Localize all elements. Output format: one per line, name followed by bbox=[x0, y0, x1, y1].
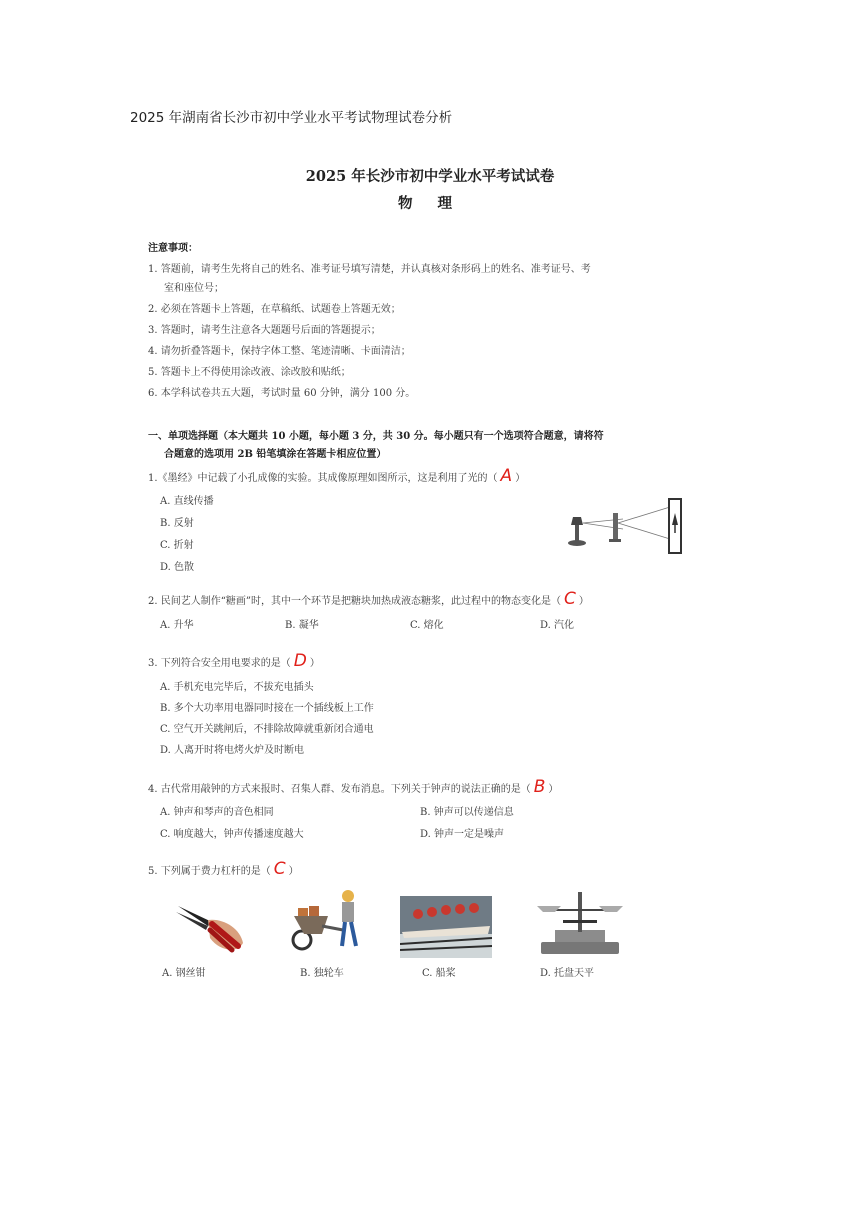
question-stem-text: 5. 下列属于费力杠杆的是（ bbox=[148, 866, 271, 877]
question-stem-text: 3. 下列符合安全用电要求的是（ bbox=[148, 658, 291, 669]
section-heading-line2: 合题意的选项用 2B 铅笔填涂在答题卡相应位置） bbox=[164, 449, 387, 460]
handwritten-answer: B bbox=[533, 777, 546, 797]
option: B. 凝华 bbox=[285, 620, 319, 631]
note-item: 4. 请勿折叠答题卡，保持字体工整、笔迹清晰、卡面清洁； bbox=[148, 346, 411, 357]
question-close: ） bbox=[578, 596, 589, 607]
option: C. 空气开关跳闸后，不排除故障就重新闭合通电 bbox=[160, 724, 374, 735]
option: B. 多个大功率用电器同时接在一个插线板上工作 bbox=[160, 703, 374, 714]
note-item: 室和座位号； bbox=[164, 283, 224, 294]
question-5-stem bbox=[148, 859, 299, 879]
option: C. 响度越大，钟声传播速度越大 bbox=[160, 829, 304, 840]
question-4-stem bbox=[148, 777, 559, 797]
scanned-exam-page bbox=[140, 150, 720, 990]
option: B. 钟声可以传递信息 bbox=[420, 807, 514, 818]
pinhole-camera-figure bbox=[565, 495, 690, 557]
handwritten-answer: A bbox=[500, 466, 513, 486]
note-item: 3. 答题时，请考生注意各大题题号后面的答题提示； bbox=[148, 325, 381, 336]
exam-title: 2025 年长沙市初中学业水平考试试卷 bbox=[305, 168, 555, 185]
handwritten-answer: D bbox=[293, 651, 307, 671]
note-item: 2. 必须在答题卡上答题，在草稿纸、试题卷上答题无效； bbox=[148, 304, 401, 315]
section-heading-line1: 一、单项选择题（本大题共 10 小题，每小题 3 分，共 30 分。每小题只有一个选项符合题意，请将符 bbox=[148, 431, 604, 442]
option: A. 钢丝钳 bbox=[162, 968, 206, 979]
wire-pliers-image bbox=[168, 898, 248, 956]
note-item: 5. 答题卡上不得使用涂改液、涂改胶和贴纸； bbox=[148, 367, 351, 378]
wheelbarrow-image bbox=[288, 886, 368, 956]
question-close: ） bbox=[288, 866, 299, 877]
question-3-stem bbox=[148, 651, 320, 671]
question-close: ） bbox=[309, 658, 320, 669]
question-stem-text: 4. 古代常用敲钟的方式来报时、召集人群、发布消息。下列关于钟声的说法正确的是（ bbox=[148, 784, 531, 795]
handwritten-answer: C bbox=[273, 859, 286, 879]
document-heading: 2025 年湖南省长沙市初中学业水平考试物理试卷分析 bbox=[130, 110, 453, 126]
handwritten-answer: C bbox=[563, 589, 576, 609]
question-1-stem bbox=[148, 466, 526, 486]
rowing-boat-image bbox=[400, 896, 492, 958]
option: D. 托盘天平 bbox=[540, 968, 595, 979]
option: A. 升华 bbox=[160, 620, 194, 631]
option: C. 熔化 bbox=[410, 620, 444, 631]
notes-heading: 注意事项： bbox=[148, 243, 198, 254]
option: D. 汽化 bbox=[540, 620, 575, 631]
question-close: ） bbox=[548, 784, 559, 795]
option: A. 直线传播 bbox=[160, 496, 214, 507]
note-item: 1. 答题前，请考生先将自己的姓名、准考证号填写清楚，并认真核对条形码上的姓名、准考证号、考 bbox=[148, 264, 591, 275]
option: A. 钟声和琴声的音色相同 bbox=[160, 807, 274, 818]
question-stem-text: 2. 民间艺人制作“糖画”时，其中一个环节是把糖块加热成液态糖浆，此过程中的物态变化是（ bbox=[148, 596, 561, 607]
option: B. 独轮车 bbox=[300, 968, 344, 979]
option: D. 钟声一定是噪声 bbox=[420, 829, 505, 840]
option: D. 色散 bbox=[160, 562, 195, 573]
balance-scale-image bbox=[535, 886, 625, 956]
option: C. 折射 bbox=[160, 540, 194, 551]
question-2-stem bbox=[148, 589, 589, 609]
option: D. 人离开时将电烤火炉及时断电 bbox=[160, 745, 305, 756]
note-item: 6. 本学科试卷共五大题，考试时量 60 分钟，满分 100 分。 bbox=[148, 388, 416, 399]
option: C. 船桨 bbox=[422, 968, 456, 979]
option: B. 反射 bbox=[160, 518, 194, 529]
question-stem-text: 1.《墨经》中记载了小孔成像的实验。其成像原理如图所示，这是利用了光的（ bbox=[148, 473, 498, 484]
question-close: ） bbox=[515, 473, 526, 484]
exam-subject: 物 理 bbox=[397, 195, 463, 212]
option: A. 手机充电完毕后，不拔充电插头 bbox=[160, 682, 314, 693]
